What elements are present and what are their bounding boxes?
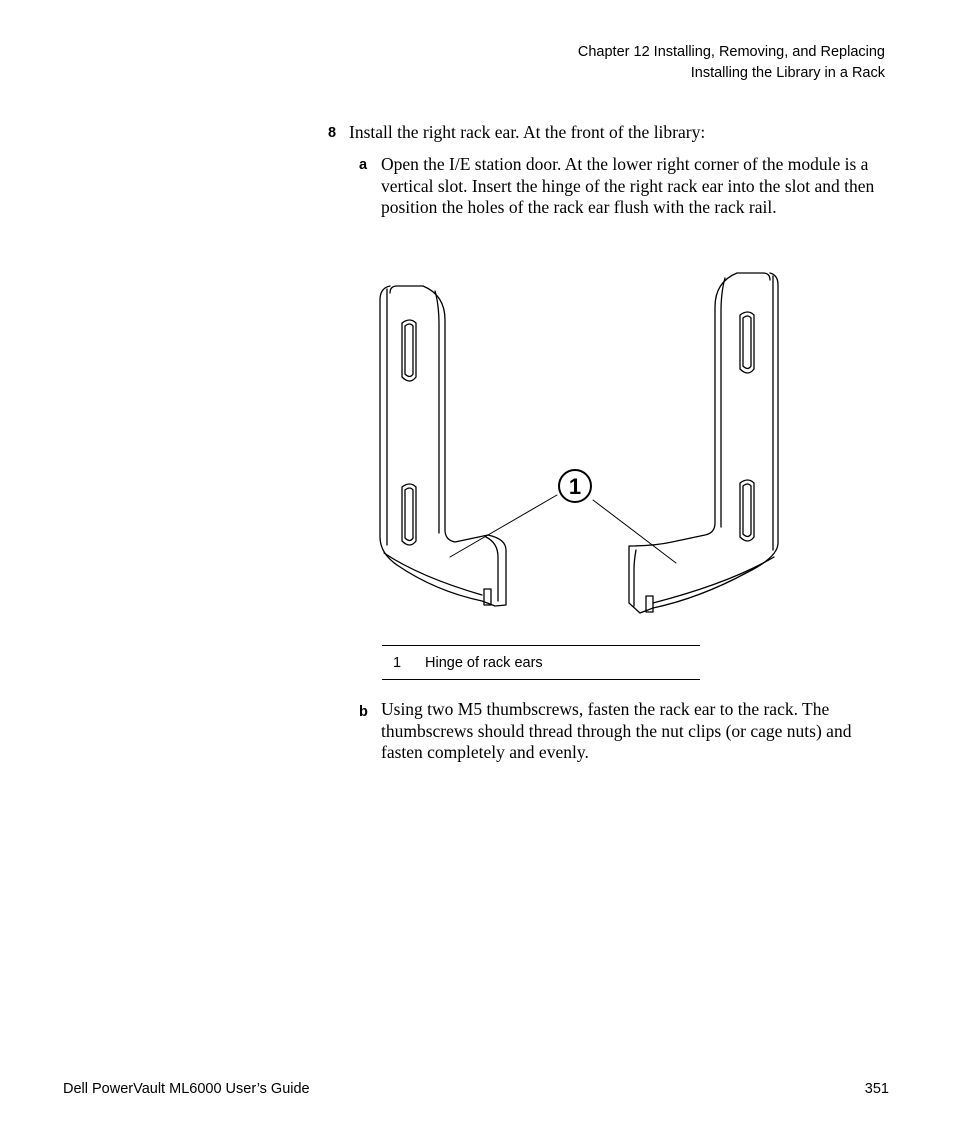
leader-line-right <box>593 500 676 563</box>
legend-row <box>382 646 700 680</box>
substep-b-text: Using two M5 thumbscrews, fasten the rack ear to the rack. The thumbscrews should thread through the nut clips (or cage nuts) and fasten completely and evenly. <box>381 699 852 762</box>
substep-b-letter: b <box>359 704 368 720</box>
legend-number: 1 <box>382 646 425 680</box>
running-header-chapter: Chapter 12 Installing, Removing, and Replacing <box>577 44 885 60</box>
page-number: 351 <box>864 1081 889 1097</box>
substep-a-letter: a <box>359 157 368 173</box>
step-text: Install the right rack ear. At the front of the library: <box>349 122 706 142</box>
callout-number: 1 <box>568 474 582 499</box>
rack-ears-illustration <box>370 265 790 625</box>
right-rack-ear <box>629 273 778 613</box>
substep-a-text: Open the I/E station door. At the lower right corner of the module is a vertical slot. Insert the hinge of the right rack ear into the slot and then position the holes of the rack ear flush with the rack rail. <box>381 154 875 217</box>
leader-line-left <box>450 495 557 557</box>
legend-label: Hinge of rack ears <box>425 646 700 680</box>
left-rack-ear <box>380 286 506 606</box>
step-number: 8 <box>328 125 337 141</box>
footer-guide-title: Dell PowerVault ML6000 User’s Guide <box>63 1081 310 1097</box>
running-header-section: Installing the Library in a Rack <box>690 65 885 81</box>
figure-legend <box>382 645 700 680</box>
